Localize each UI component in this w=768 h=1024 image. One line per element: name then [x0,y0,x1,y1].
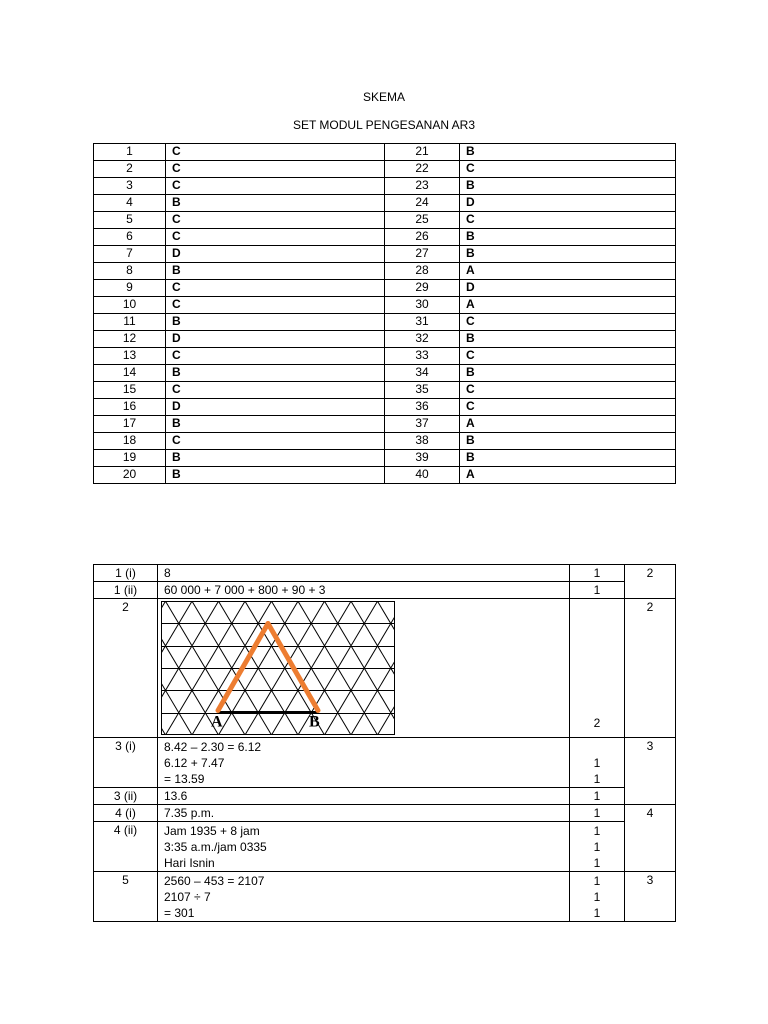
answer-letter: C [166,348,385,365]
answer-letter: D [166,246,385,263]
answer-letter: C [460,348,676,365]
question-number: 7 [94,246,166,263]
question-number: 3 [94,178,166,195]
answer-row [94,314,676,331]
working: 7.35 p.m. [158,805,570,822]
question-number: 19 [94,450,166,467]
question-number: 23 [385,178,460,195]
answer-letter: C [166,229,385,246]
marking-scheme-table [93,564,676,922]
question-number: 10 [94,297,166,314]
answer-key-table [93,143,676,484]
answer-letter: A [460,297,676,314]
mark: 1 [570,582,625,599]
triangle-grid-figure [161,601,395,735]
mark: 1 [570,788,625,805]
answer-letter: D [166,331,385,348]
answer-row [94,297,676,314]
answer-letter: C [166,161,385,178]
answer-letter: C [166,382,385,399]
mark-line: 1 [593,772,601,786]
mark-line: 1 [593,890,601,904]
answer-row [94,246,676,263]
working [158,599,570,738]
question-number: 37 [385,416,460,433]
answer-letter: C [460,314,676,331]
question-number: 36 [385,399,460,416]
question-number: 11 [94,314,166,331]
mark-line: 1 [593,856,601,870]
answer-letter: C [166,144,385,161]
total-mark: 3 [625,738,676,805]
answer-row [94,161,676,178]
answer-row [94,399,676,416]
scheme-row [94,582,676,599]
page-title: SKEMA [362,90,405,104]
question-number: 1 (i) [94,565,158,582]
scheme-row [94,599,676,738]
question-number: 26 [385,229,460,246]
working: 13.6 [158,788,570,805]
answer-row [94,433,676,450]
working-line: 2560 – 453 = 2107 [164,874,265,888]
answer-letter: C [460,399,676,416]
total-mark: 4 [625,805,676,872]
answer-letter: D [460,195,676,212]
working-line: 8.42 – 2.30 = 6.12 [164,740,262,754]
question-number: 13 [94,348,166,365]
mark-line [570,739,624,755]
answer-row [94,467,676,484]
total-mark: 2 [625,599,676,738]
question-number: 28 [385,263,460,280]
grid-lines [161,601,395,735]
answer-row [94,178,676,195]
answer-row [94,195,676,212]
answer-letter: B [166,365,385,382]
answer-letter: C [460,212,676,229]
question-number: 9 [94,280,166,297]
question-number: 38 [385,433,460,450]
answer-row [94,348,676,365]
mark-line: 1 [593,840,601,854]
triangle-left-side [218,624,268,711]
question-number: 27 [385,246,460,263]
answer-letter: B [166,263,385,280]
scheme-row [94,788,676,805]
working-line: Hari Isnin [164,856,215,870]
question-number: 12 [94,331,166,348]
question-number: 35 [385,382,460,399]
scheme-row [94,738,676,788]
working: 8 [158,565,570,582]
working-line: 3:35 a.m./jam 0335 [164,840,267,854]
answer-row [94,280,676,297]
question-number: 29 [385,280,460,297]
answer-row [94,365,676,382]
answer-letter: B [460,450,676,467]
total-mark: 3 [625,872,676,922]
answer-letter: B [166,314,385,331]
question-number: 4 [94,195,166,212]
answer-letter: B [460,433,676,450]
answer-letter: B [460,144,676,161]
answer-letter: B [460,331,676,348]
mark: 2 [570,599,625,738]
working [158,872,570,922]
question-number: 21 [385,144,460,161]
question-number: 14 [94,365,166,382]
answer-letter: A [460,467,676,484]
question-number: 33 [385,348,460,365]
working-line: Jam 1935 + 8 jam [164,824,260,838]
working: 60 000 + 7 000 + 800 + 90 + 3 [158,582,570,599]
mark: 1 [570,805,625,822]
question-number: 4 (ii) [94,822,158,872]
question-number: 2 [94,161,166,178]
working [158,822,570,872]
answer-letter: B [166,195,385,212]
question-number: 32 [385,331,460,348]
working-line: = 13.59 [164,772,205,786]
scheme-row [94,872,676,922]
working-line: = 301 [164,906,195,920]
answer-letter: A [460,416,676,433]
answer-letter: B [166,467,385,484]
mark [570,822,625,872]
question-number: 39 [385,450,460,467]
answer-letter: C [166,178,385,195]
question-number: 2 [94,599,158,738]
mark-line: 1 [593,906,601,920]
answer-letter: C [166,280,385,297]
point-b-label: B [309,713,320,731]
answer-row [94,382,676,399]
question-number: 18 [94,433,166,450]
mark-line: 1 [593,756,601,770]
question-number: 3 (ii) [94,788,158,805]
mark-line: 1 [593,874,601,888]
question-number: 20 [94,467,166,484]
question-number: 15 [94,382,166,399]
question-number: 16 [94,399,166,416]
question-number: 30 [385,297,460,314]
answer-letter: C [460,382,676,399]
answer-row [94,331,676,348]
question-number: 22 [385,161,460,178]
question-number: 5 [94,212,166,229]
answer-row [94,416,676,433]
mark [570,872,625,922]
answer-row [94,144,676,161]
answer-letter: A [460,263,676,280]
working [158,738,570,788]
question-number: 31 [385,314,460,331]
question-number: 40 [385,467,460,484]
answer-row [94,212,676,229]
question-number: 25 [385,212,460,229]
mark: 1 [570,565,625,582]
total-mark: 2 [625,565,676,599]
question-number: 24 [385,195,460,212]
answer-letter: B [166,416,385,433]
answer-letter: B [460,246,676,263]
answer-letter: D [460,280,676,297]
mark-line: 1 [593,824,601,838]
working-line: 6.12 + 7.47 [164,756,225,770]
point-a-label: A [211,713,223,731]
question-number: 1 [94,144,166,161]
question-number: 1 (ii) [94,582,158,599]
question-number: 5 [94,872,158,922]
answer-letter: C [460,161,676,178]
mark [570,738,625,788]
answer-letter: C [166,297,385,314]
answer-row [94,263,676,280]
question-number: 6 [94,229,166,246]
question-number: 3 (i) [94,738,158,788]
answer-key-body [94,144,676,484]
question-number: 4 (i) [94,805,158,822]
answer-letter: C [166,212,385,229]
answer-letter: B [460,229,676,246]
answer-letter: B [460,365,676,382]
answer-row [94,450,676,467]
page-subtitle: SET MODUL PENGESANAN AR3 [292,118,476,132]
scheme-row [94,822,676,872]
answer-letter: C [166,433,385,450]
question-number: 17 [94,416,166,433]
answer-letter: B [460,178,676,195]
scheme-row [94,565,676,582]
scheme-row [94,805,676,822]
working-line: 2107 ÷ 7 [164,890,211,904]
answer-letter: D [166,399,385,416]
question-number: 8 [94,263,166,280]
question-number: 34 [385,365,460,382]
answer-letter: B [166,450,385,467]
answer-row [94,229,676,246]
